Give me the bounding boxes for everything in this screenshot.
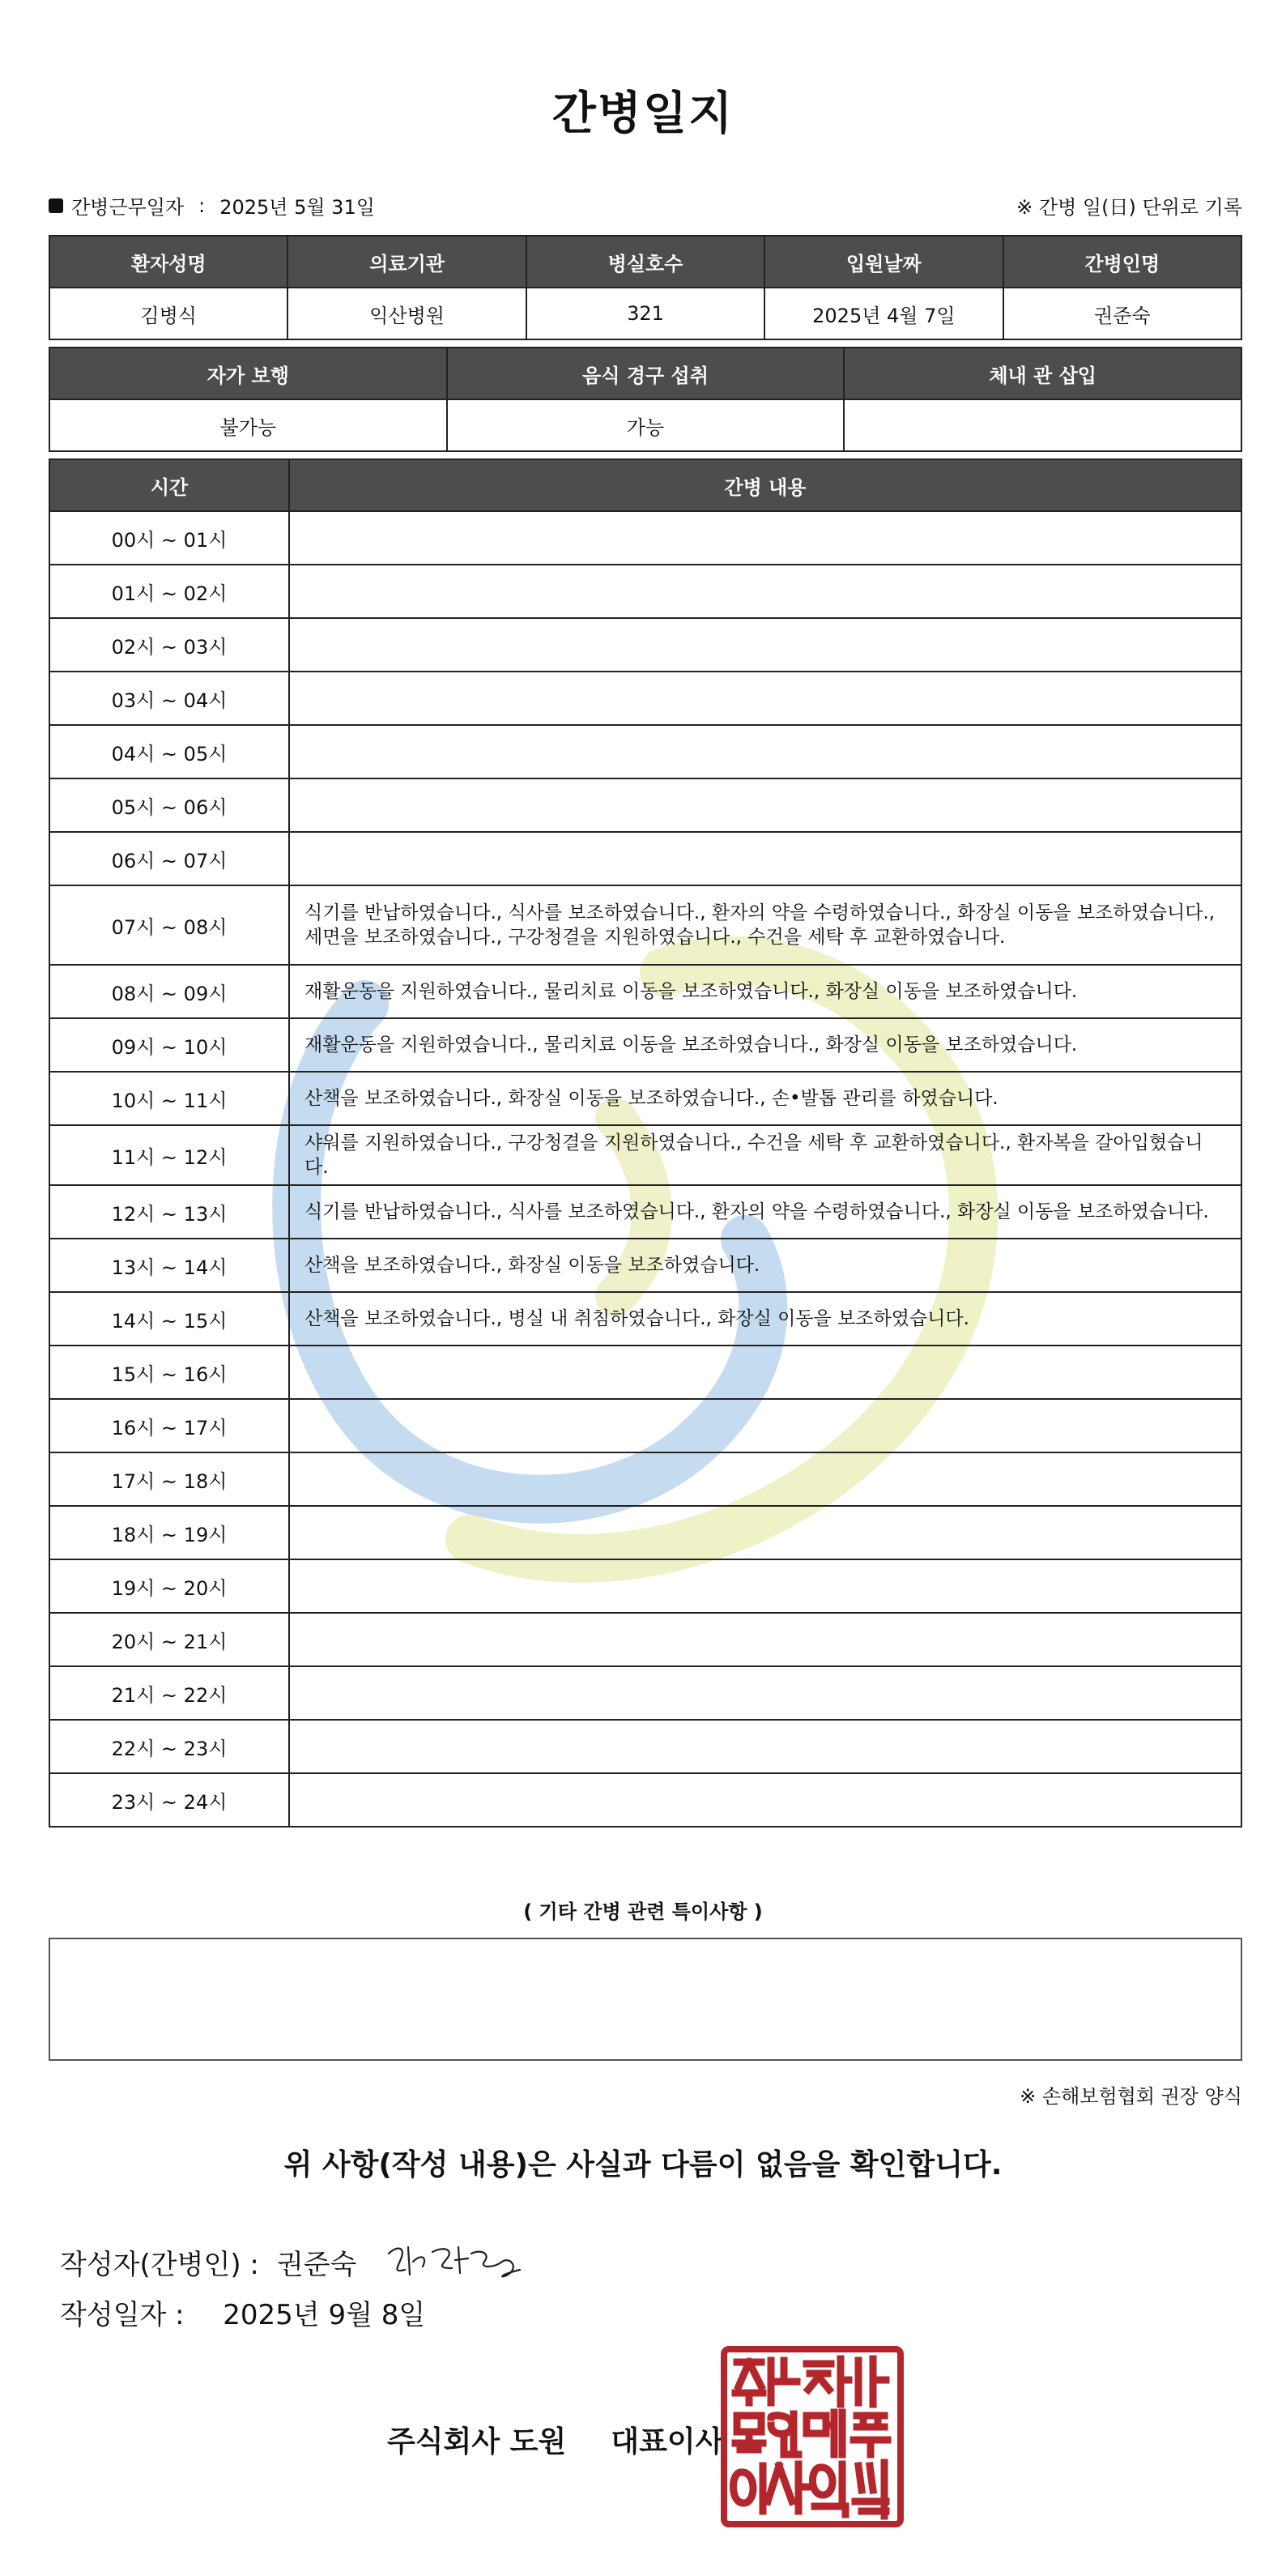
unit-note: ※ 간병 일(日) 단위로 기록 bbox=[1016, 196, 1242, 219]
meta-row bbox=[49, 191, 1242, 220]
work-date-separator: : bbox=[198, 194, 206, 217]
care-log-row bbox=[49, 1506, 1241, 1559]
care-log-time: 07시 ~ 08시 bbox=[49, 885, 289, 965]
care-log-content: 산책을 보조하였습니다., 병실 내 취침하였습니다., 화장실 이동을 보조하였습니다. bbox=[289, 1292, 1241, 1346]
notes-box bbox=[49, 1938, 1242, 2061]
care-log-time: 13시 ~ 14시 bbox=[49, 1239, 289, 1292]
care-log-content bbox=[289, 1773, 1241, 1827]
header-admission-date: 입원날짜 bbox=[764, 236, 1003, 288]
care-log-time: 23시 ~ 24시 bbox=[49, 1773, 289, 1827]
care-log-time: 11시 ~ 12시 bbox=[49, 1125, 289, 1185]
care-log-time: 08시 ~ 09시 bbox=[49, 965, 289, 1018]
header-oral-intake: 음식 경구 섭취 bbox=[447, 348, 845, 399]
care-log-row bbox=[49, 725, 1241, 778]
writer-name: 권준숙 bbox=[276, 2248, 357, 2281]
write-date-row bbox=[60, 2292, 425, 2332]
header-tube: 체내 관 삽입 bbox=[844, 348, 1241, 399]
care-log-content bbox=[289, 565, 1241, 618]
work-date-value: 2025년 5월 31일 bbox=[219, 196, 375, 219]
care-log-row bbox=[49, 885, 1241, 965]
care-log-time: 03시 ~ 04시 bbox=[49, 672, 289, 725]
care-log-content bbox=[289, 1559, 1241, 1613]
care-log-time: 17시 ~ 18시 bbox=[49, 1452, 289, 1506]
care-log-row bbox=[49, 672, 1241, 725]
care-log-row bbox=[49, 1452, 1241, 1506]
company-line bbox=[387, 2419, 723, 2460]
care-log-row bbox=[49, 1399, 1241, 1452]
care-log-content bbox=[289, 1720, 1241, 1773]
care-log-content bbox=[289, 1666, 1241, 1720]
care-log-time: 21시 ~ 22시 bbox=[49, 1666, 289, 1720]
care-log-content bbox=[289, 618, 1241, 672]
care-log-row bbox=[49, 778, 1241, 832]
care-log-content: 식기를 반납하였습니다., 식사를 보조하였습니다., 환자의 약을 수령하였습니다., 화장실 이동을 보조하였습니다., 세면을 보조하였습니다., 구강청결을 지원하였습니다., 수건을 세탁 후 교환하였습니다. bbox=[289, 885, 1241, 965]
care-log-time: 19시 ~ 20시 bbox=[49, 1559, 289, 1613]
care-log-time: 16시 ~ 17시 bbox=[49, 1399, 289, 1452]
patient-info-table bbox=[49, 235, 1242, 340]
header-caregiver: 간병인명 bbox=[1003, 236, 1241, 288]
care-log-row bbox=[49, 565, 1241, 618]
care-log-row bbox=[49, 618, 1241, 672]
care-log-time: 22시 ~ 23시 bbox=[49, 1720, 289, 1773]
tube-value bbox=[844, 399, 1241, 451]
care-log-content bbox=[289, 1613, 1241, 1666]
care-log-content: 재활운동을 지원하였습니다., 물리치료 이동을 보조하였습니다., 화장실 이동을 보조하였습니다. bbox=[289, 965, 1241, 1018]
write-date-value: 2025년 9월 8일 bbox=[223, 2299, 426, 2331]
work-date bbox=[49, 191, 375, 220]
handwritten-signature bbox=[381, 2229, 543, 2294]
care-log-content bbox=[289, 1506, 1241, 1559]
care-log-row bbox=[49, 832, 1241, 885]
bullet-square-icon bbox=[49, 198, 63, 213]
care-log-content bbox=[289, 672, 1241, 725]
care-log-body bbox=[49, 511, 1241, 1827]
care-log-row bbox=[49, 1292, 1241, 1346]
care-log-time: 18시 ~ 19시 bbox=[49, 1506, 289, 1559]
company-name: 주식회사 도원 bbox=[387, 2425, 567, 2459]
care-log-row bbox=[49, 1346, 1241, 1399]
association-note: ※ 손해보험협회 권장 양식 bbox=[1020, 2085, 1242, 2108]
care-log-time: 14시 ~ 15시 bbox=[49, 1292, 289, 1346]
care-log-time: 20시 ~ 21시 bbox=[49, 1613, 289, 1666]
care-log-row bbox=[49, 1666, 1241, 1720]
representative-title: 대표이사 bbox=[611, 2425, 724, 2459]
notes-title: ( 기타 간병 관련 특이사항 ) bbox=[523, 1900, 763, 1923]
care-log-time: 01시 ~ 02시 bbox=[49, 565, 289, 618]
care-log-time: 05시 ~ 06시 bbox=[49, 778, 289, 832]
care-log-table bbox=[49, 458, 1242, 1828]
admission-date: 2025년 4월 7일 bbox=[764, 288, 1003, 339]
care-log-time: 12시 ~ 13시 bbox=[49, 1185, 289, 1239]
care-log-row bbox=[49, 1239, 1241, 1292]
writer-row bbox=[60, 2229, 543, 2294]
care-log-content: 재활운동을 지원하였습니다., 물리치료 이동을 보조하였습니다., 화장실 이동을 보조하였습니다. bbox=[289, 1018, 1241, 1072]
care-log-time: 02시 ~ 03시 bbox=[49, 618, 289, 672]
room-number: 321 bbox=[526, 288, 764, 339]
header-hospital: 의료기관 bbox=[287, 236, 526, 288]
care-log-row bbox=[49, 1185, 1241, 1239]
care-log-content: 샤워를 지원하였습니다., 구강청결을 지원하였습니다., 수건을 세탁 후 교환하였습니다., 환자복을 갈아입혔습니다. bbox=[289, 1125, 1241, 1185]
header-patient-name: 환자성명 bbox=[49, 236, 287, 288]
care-log-content bbox=[289, 832, 1241, 885]
header-care-content: 간병 내용 bbox=[289, 459, 1241, 511]
hospital-name: 익산병원 bbox=[287, 288, 526, 339]
care-log-content bbox=[289, 1452, 1241, 1506]
care-log-content: 산책을 보조하였습니다., 화장실 이동을 보조하였습니다. bbox=[289, 1239, 1241, 1292]
header-walking: 자가 보행 bbox=[49, 348, 447, 399]
writer-label: 작성자(간병인) : bbox=[60, 2248, 259, 2281]
oral-intake-value: 가능 bbox=[447, 399, 845, 451]
write-date-label: 작성일자 : bbox=[60, 2299, 185, 2331]
document-title: 간병일지 bbox=[551, 87, 735, 140]
care-log-time: 04시 ~ 05시 bbox=[49, 725, 289, 778]
care-log-row bbox=[49, 1125, 1241, 1185]
header-time: 시간 bbox=[49, 459, 289, 511]
header-room: 병실호수 bbox=[526, 236, 764, 288]
care-log-row bbox=[49, 1018, 1241, 1072]
care-log-content bbox=[289, 511, 1241, 565]
care-log-content: 식기를 반납하였습니다., 식사를 보조하였습니다., 환자의 약을 수령하였습니다., 화장실 이동을 보조하였습니다. bbox=[289, 1185, 1241, 1239]
caregiver-name: 권준숙 bbox=[1003, 288, 1241, 339]
care-log-time: 06시 ~ 07시 bbox=[49, 832, 289, 885]
care-log-row bbox=[49, 1072, 1241, 1125]
care-log-time: 15시 ~ 16시 bbox=[49, 1346, 289, 1399]
care-log-content bbox=[289, 725, 1241, 778]
care-log-row bbox=[49, 1559, 1241, 1613]
care-log-row bbox=[49, 1773, 1241, 1827]
care-log-row bbox=[49, 965, 1241, 1018]
care-log-time: 10시 ~ 11시 bbox=[49, 1072, 289, 1125]
care-log-content bbox=[289, 1399, 1241, 1452]
care-log-time: 09시 ~ 10시 bbox=[49, 1018, 289, 1072]
work-date-label: 간병근무일자 bbox=[71, 196, 185, 219]
care-log-content: 산책을 보조하였습니다., 화장실 이동을 보조하였습니다., 손•발톱 관리를 하였습니다. bbox=[289, 1072, 1241, 1125]
care-log-row bbox=[49, 511, 1241, 565]
walking-value: 불가능 bbox=[49, 399, 447, 451]
care-log-time: 00시 ~ 01시 bbox=[49, 511, 289, 565]
company-seal-stamp bbox=[719, 2344, 905, 2529]
confirmation-statement: 위 사항(작성 내용)은 사실과 다름이 없음을 확인합니다. bbox=[283, 2148, 1003, 2181]
care-log-row bbox=[49, 1720, 1241, 1773]
care-log-content bbox=[289, 778, 1241, 832]
care-log-row bbox=[49, 1613, 1241, 1666]
care-log-content bbox=[289, 1346, 1241, 1399]
patient-name: 김병식 bbox=[49, 288, 287, 339]
patient-status-table bbox=[49, 347, 1242, 452]
